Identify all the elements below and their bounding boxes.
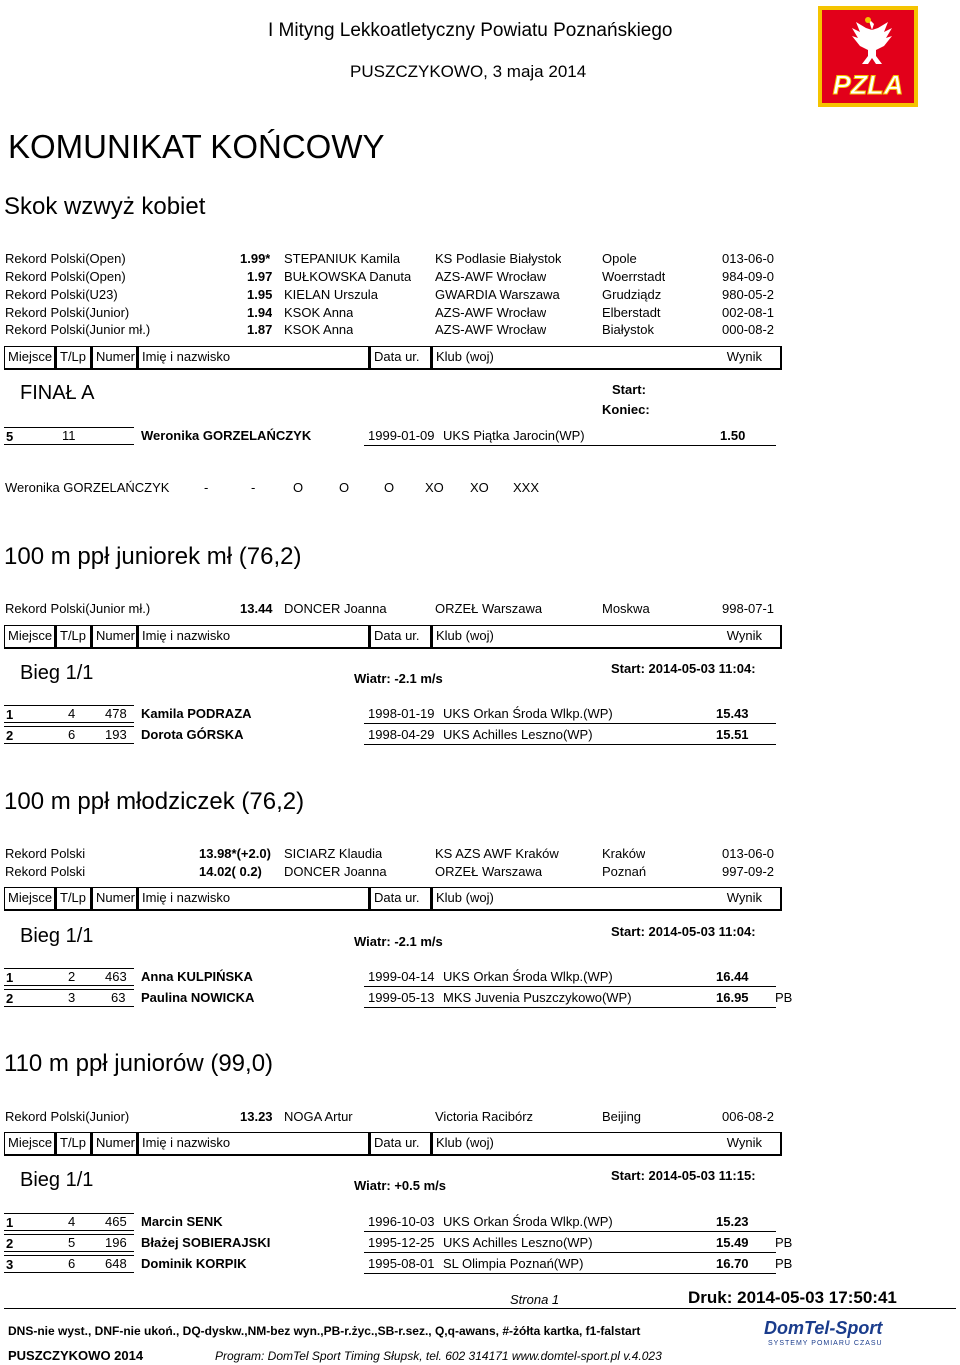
wind-label: Wiatr: -2.1 m/s [354,671,443,686]
record-row: Rekord Polski(Open) 1.97 BUŁKOWSKA Danuta AZS-AWF Wrocław Woerrstadt 984-09-0 [5,269,775,284]
footer-divider [4,1308,956,1309]
result-row: 5 196 Błażej SOBIERAJSKI 1995-12-25 UKS Achilles Leszno(WP) 15.49 PB [68,1235,793,1250]
footer-location: PUSZCZYKOWO 2014 [8,1348,144,1363]
event-title: 110 m ppł juniorów (99,0) [4,1050,274,1077]
record-row: Rekord Polski(Junior mł.) 13.44 DONCER Joanna ORZEŁ Warszawa Moskwa 998-07-1 [5,601,775,616]
rank-cell: 2 [4,989,134,1007]
row-divider [364,723,776,724]
footer-program: Program: DomTel Sport Timing Słupsk, tel. 602 314171 www.domtel-sport.pl v.4.023 [215,1349,662,1363]
row-divider [364,986,776,987]
result-row: 6 193 Dorota GÓRSKA 1998-04-29 UKS Achilles Leszno(WP) 15.51 [68,727,749,742]
rank-cell: 2 [4,726,134,744]
record-row: Rekord Polski(Junior) 1.94 KSOK Anna AZS-AWF Wrocław Elberstadt 002-08-1 [5,305,775,320]
rank-cell: 1 [4,968,134,986]
rank-cell: 1 [4,705,134,723]
domtel-brand: DomTel-Sport [764,1318,883,1338]
attempts-row: Weronika GORZELAŃCZYK - - O O O XO XO XXX [5,480,540,495]
col-dob: Data ur. [370,1132,432,1156]
wind-label: Wiatr: -2.1 m/s [354,934,443,949]
event-title: Skok wzwyż kobiet [4,193,206,220]
round-label: Bieg 1/1 [20,925,94,947]
row-divider [364,445,776,446]
event-title: 100 m ppł młodziczek (76,2) [4,788,305,815]
col-club: Klub (woj) Wynik [432,625,782,649]
record-row: Rekord Polski(Junior mł.) 1.87 KSOK Anna AZS-AWF Wrocław Białystok 000-08-2 [5,322,775,337]
col-name: Imię i nazwisko [138,625,370,649]
rank-cell: 1 [4,1213,134,1231]
col-dob: Data ur. [370,625,432,649]
pzla-logo [818,6,918,107]
col-numer: Numer [92,887,138,911]
col-result: Wynik [726,628,762,643]
pb-badge: PB [775,1235,793,1250]
row-divider [364,1252,776,1253]
col-miejsce: Miejsce [4,346,56,370]
rank-cell: 3 [4,1255,134,1273]
col-result: Wynik [726,1135,762,1150]
col-numer: Numer [92,346,138,370]
col-miejsce: Miejsce [4,887,56,911]
col-club: Klub (woj) Wynik [432,1132,782,1156]
result-row: 2 463 Anna KULPIŃSKA 1999-04-14 UKS Orkan Środa Wlkp.(WP) 16.44 [68,969,749,984]
result-row: 4 478 Kamila PODRAZA 1998-01-19 UKS Orkan Środa Wlkp.(WP) 15.43 [68,706,749,721]
column-header-row [4,887,782,911]
record-row: Rekord Polski 13.98*(+2.0) SICIARZ Klaudia KS AZS AWF Kraków Kraków 013-06-0 [5,846,775,861]
pzla-logo-text: PZLA [832,70,904,100]
page-number: Strona 1 [510,1292,560,1307]
place-date: PUSZCZYKOWO, 3 maja 2014 [350,62,587,81]
col-miejsce: Miejsce [4,1132,56,1156]
print-timestamp: Druk: 2014-05-03 17:50:41 [688,1288,897,1307]
record-row: Rekord Polski(Junior) 13.23 NOGA Artur Victoria Racibórz Beijing 006-08-2 [5,1109,775,1124]
round-label: FINAŁ A [20,382,95,404]
column-header-row [4,1132,782,1156]
start-label: Start: 2014-05-03 11:04: [611,924,756,939]
end-label: Koniec: [602,402,650,417]
event-title: 100 m ppł juniorek mł (76,2) [4,543,302,570]
row-divider [364,1007,776,1008]
col-tlp: T/Lp [56,625,92,649]
rank-cell: 5 [4,427,134,445]
domtel-brand-sub: SYSTEMY POMIARU CZASU [768,1340,883,1347]
result-row: 6 648 Dominik KORPIK 1995-08-01 SL Olimpia Poznań(WP) 16.70 PB [68,1256,793,1271]
column-header-row [4,346,782,370]
round-label: Bieg 1/1 [20,662,94,684]
col-numer: Numer [92,1132,138,1156]
col-result: Wynik [726,349,762,364]
col-club: Klub (woj) Wynik [432,887,782,911]
communique-title: KOMUNIKAT KOŃCOWY [8,128,385,165]
record-row: Rekord Polski 14.02( 0.2) DONCER Joanna ORZEŁ Warszawa Poznań 997-09-2 [5,864,775,879]
result-row: 3 63 Paulina NOWICKA 1999-05-13 MKS Juvenia Puszczykowo(WP) 16.95 PB [68,990,793,1005]
result-row: 4 465 Marcin SENK 1996-10-03 UKS Orkan Środa Wlkp.(WP) 15.23 [68,1214,749,1229]
meet-title: I Mityng Lekkoatletyczny Powiatu Poznańskiego [268,20,673,41]
domtel-logo [764,1318,904,1352]
col-club: Klub (woj) Wynik [432,346,782,370]
col-name: Imię i nazwisko [138,887,370,911]
row-divider [364,744,776,745]
rank-cell: 2 [4,1234,134,1252]
col-tlp: T/Lp [56,1132,92,1156]
start-label: Start: 2014-05-03 11:15: [611,1168,756,1183]
record-row: Rekord Polski(U23) 1.95 KIELAN Urszula GWARDIA Warszawa Grudziądz 980-05-2 [5,287,775,302]
pb-badge: PB [775,990,793,1005]
pb-badge: PB [775,1256,793,1271]
row-divider [364,1273,776,1274]
col-result: Wynik [726,890,762,905]
wind-label: Wiatr: +0.5 m/s [354,1178,447,1193]
start-label: Start: [612,382,646,397]
col-dob: Data ur. [370,887,432,911]
col-name: Imię i nazwisko [138,1132,370,1156]
col-miejsce: Miejsce [4,625,56,649]
column-header-row [4,625,782,649]
record-row: Rekord Polski(Open) 1.99* STEPANIUK Kamila KS Podlasie Białystok Opole 013-06-0 [5,251,775,266]
round-label: Bieg 1/1 [20,1169,94,1191]
col-tlp: T/Lp [56,346,92,370]
result-row: 11 Weronika GORZELAŃCZYK 1999-01-09 UKS Piątka Jarocin(WP) 1.50 [62,428,746,443]
col-numer: Numer [92,625,138,649]
col-dob: Data ur. [370,346,432,370]
col-tlp: T/Lp [56,887,92,911]
legend-text: DNS-nie wyst., DNF-nie ukoń., DQ-dyskw.,NM-bez wyn.,PB-r.życ.,SB-r.sez., Q,q-awans, #-żółta kartka, f1-falstart [8,1324,641,1338]
start-label: Start: 2014-05-03 11:04: [611,661,756,676]
col-name: Imię i nazwisko [138,346,370,370]
row-divider [364,1231,776,1232]
